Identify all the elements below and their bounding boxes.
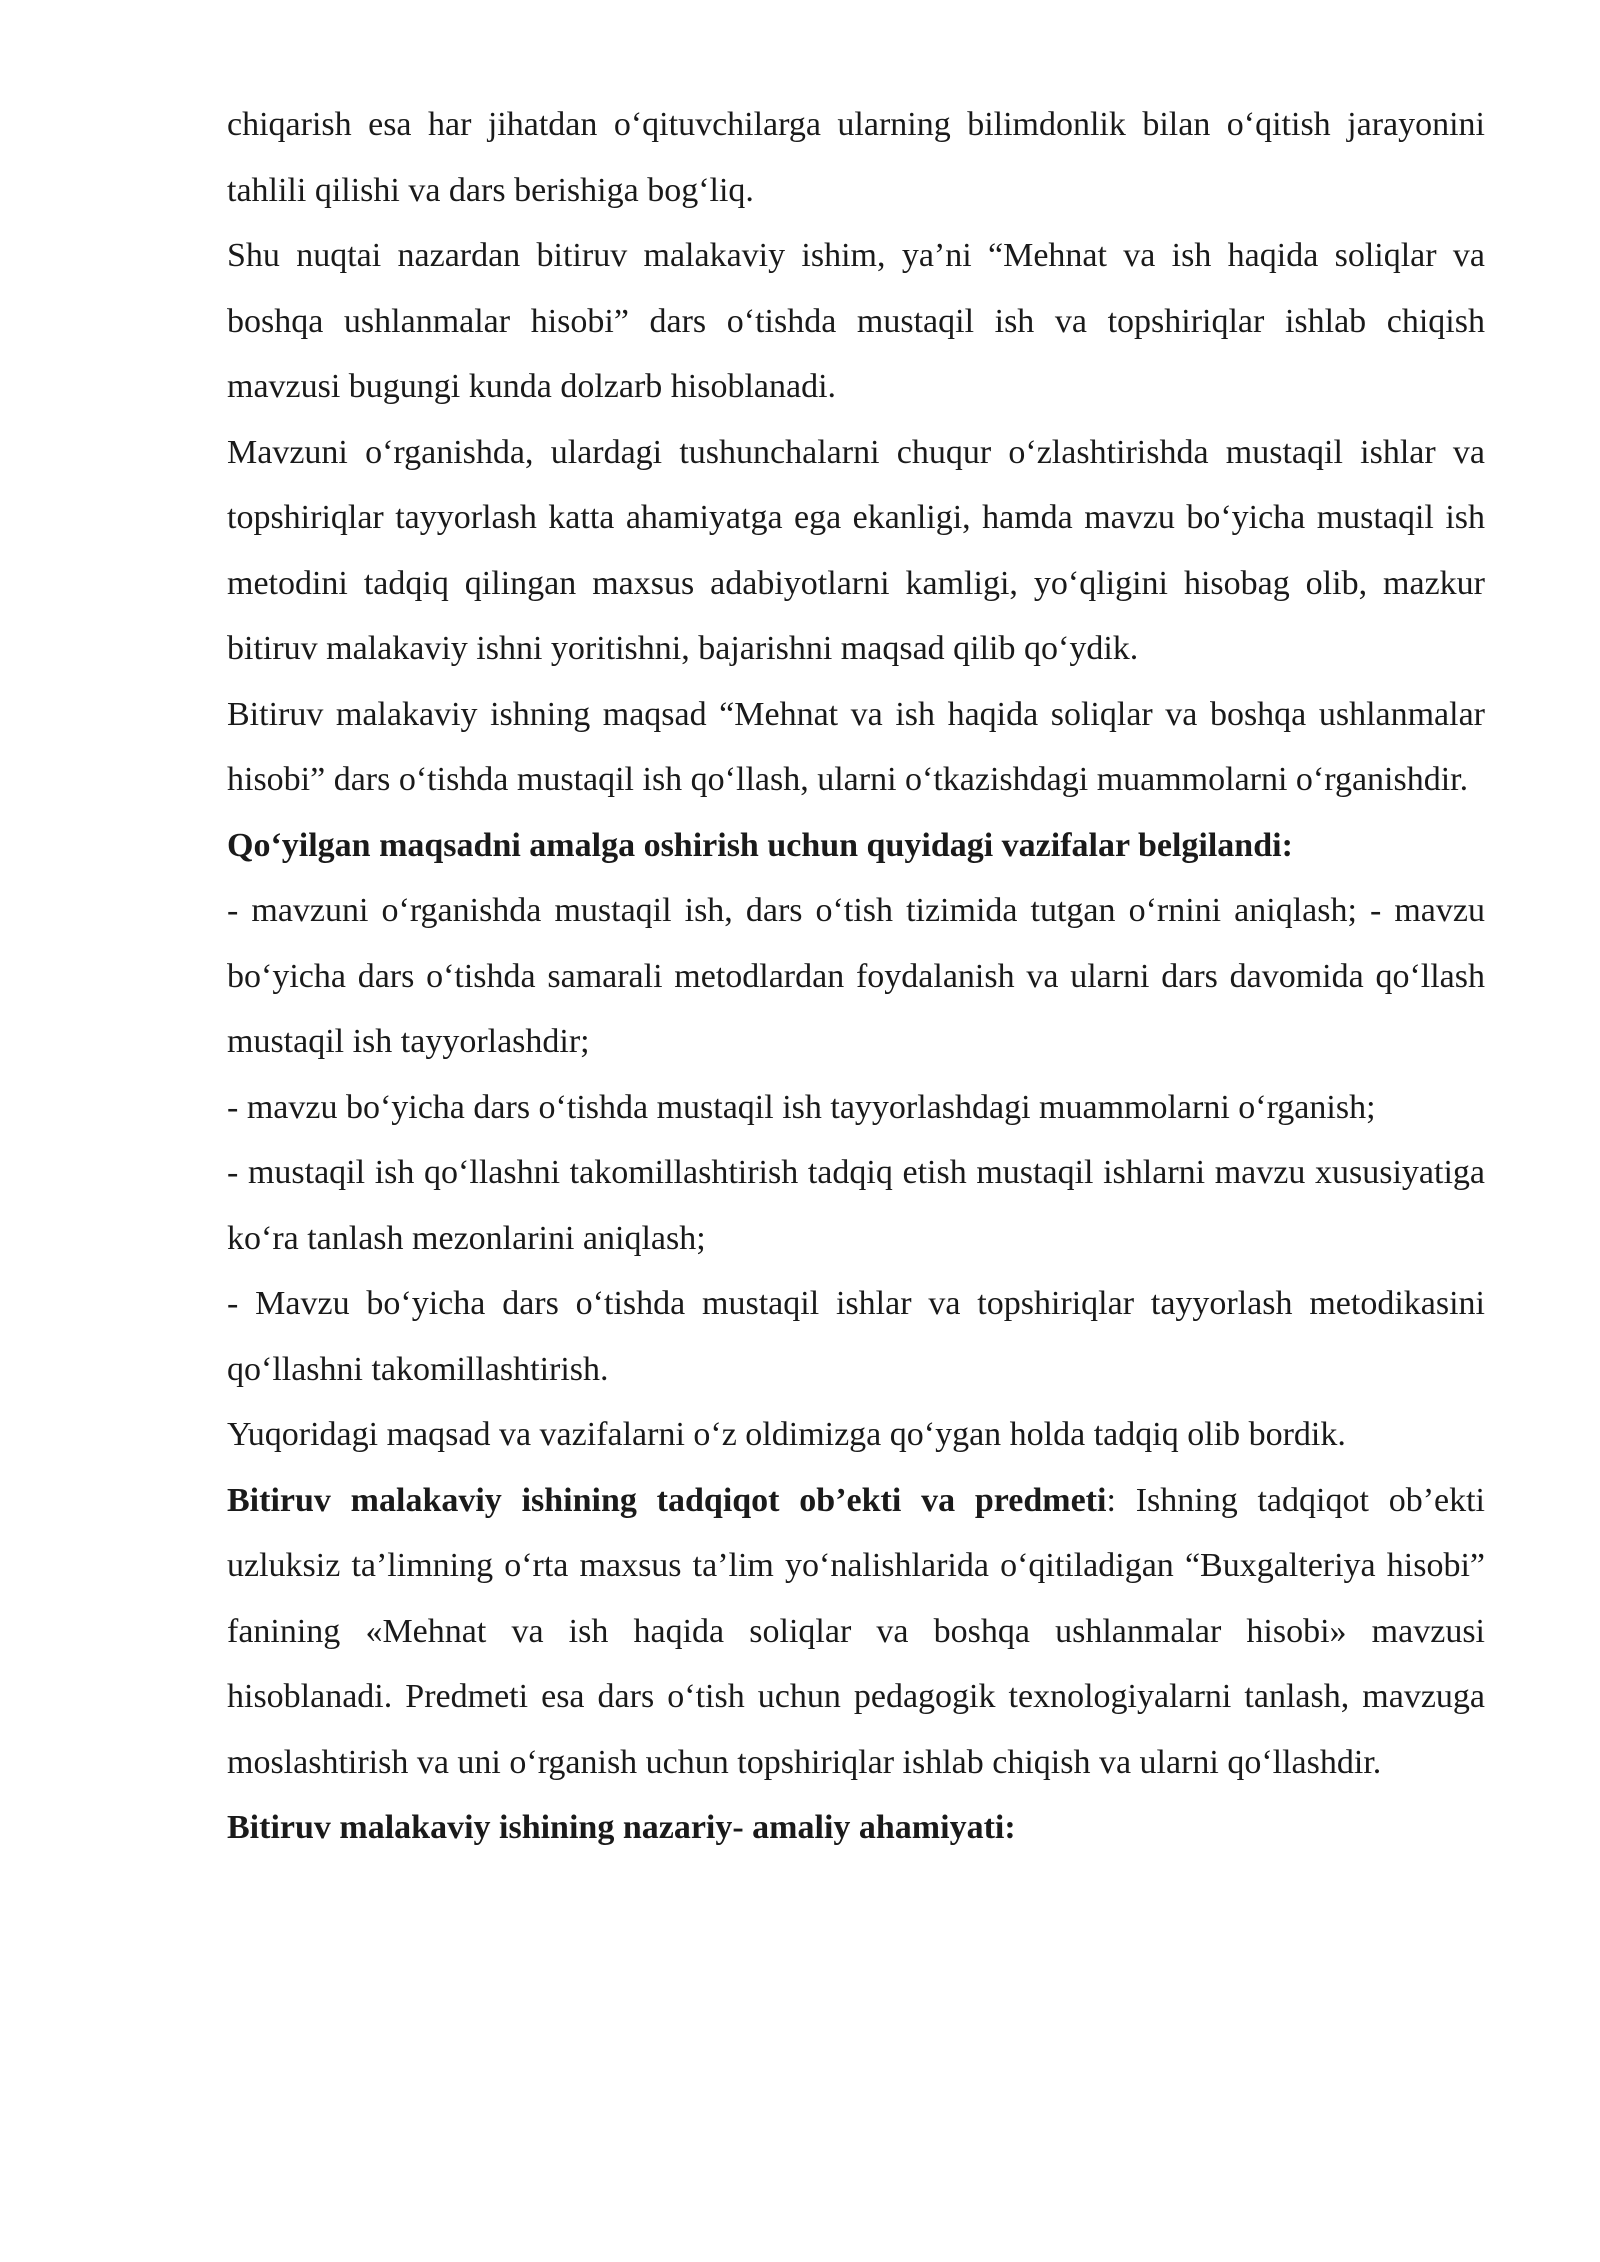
task-item-4: - Mavzu boʻyicha dars oʻtishda mustaqil ishlar va topshiriqlar tayyorlash metodikasini qoʻllashni takomillashtirish. [227,1285,1485,1388]
document-page [227,92,1485,1861]
paragraph-topic-relevance: Shu nuqtai nazardan bitiruv malakaviy ishim, ya’ni “Mehnat va ish haqida soliqlar va boshqa ushlanmalar hisobi” dars oʻtishda mustaqil ish va topshiriqlar ishlab chiqish mavzusi bugungi kunda dolzarb hisoblanadi. [227,237,1485,405]
task-item-2: - mavzu boʻyicha dars oʻtishda mustaqil ish tayyorlashdagi muammolarni oʻrganish; [227,1088,1376,1126]
paragraph-object-subject [227,1468,1485,1796]
paragraph-intro-continuation: chiqarish esa har jihatdan oʻqituvchilarga ularning bilimdonlik bilan oʻqitish jarayonini tahlili qilishi va dars berishiga bogʻliq. [227,106,1485,209]
paragraph-thesis-goal: Bitiruv malakaviy ishning maqsad “Mehnat va ish haqida soliqlar va boshqa ushlanmalar hisobi” dars oʻtishda mustaqil ish qoʻllash, ularni oʻtkazishdagi muammolarni oʻrganishdir. [227,695,1485,798]
object-subject-lead: Bitiruv malakaviy ishining tadqiqot ob’ekti va predmeti [227,1481,1107,1519]
object-subject-body: : Ishning tadqiqot ob’ekti uzluksiz ta’limning oʻrta maxsus ta’lim yoʻnalishlarida oʻqitiladigan “Buxgalteriya hisobi” fanining «Mehnat va ish haqida soliqlar va boshqa ushlanmalar hisobi» mavzusi hisoblanadi. Predmeti esa dars oʻtish uchun pedagogik texnologiyalarni tanlash, mavzuga moslashtirish va uni oʻrganish uchun topshiriqlar ishlab chiqish va ularni qoʻllashdir. [227,1481,1486,1781]
heading-significance: Bitiruv malakaviy ishining nazariy- amaliy ahamiyati: [227,1809,1016,1846]
task-item-3: - mustaqil ish qoʻllashni takomillashtirish tadqiq etish mustaqil ishlarni mavzu xususiyatiga koʻra tanlash mezonlarini aniqlash; [227,1154,1485,1257]
heading-tasks: Qoʻyilgan maqsadni amalga oshirish uchun quyidagi vazifalar belgilandi: [227,826,1293,864]
paragraph-study-purpose: Mavzuni oʻrganishda, ulardagi tushunchalarni chuqur oʻzlashtirishda mustaqil ishlar va topshiriqlar tayyorlash katta ahamiyatga ega ekanligi, hamda mavzu boʻyicha mustaqil ish metodini tadqiq qilingan maxsus adabiyotlarni kamligi, yoʻqligini hisobag olib, mazkur bitiruv malakaviy ishni yoritishni, bajarishni maqsad qilib qoʻydik. [227,433,1485,667]
task-item-1: - mavzuni oʻrganishda mustaqil ish, dars oʻtish tizimida tutgan oʻrnini aniqlash; - mavzu boʻyicha dars oʻtishda samarali metodlardan foydalanish va ularni dars davomida qoʻllash mustaqil ish tayyorlashdir; [227,892,1485,1060]
paragraph-research-conducted: Yuqoridagi maqsad va vazifalarni oʻz oldimizga qoʻygan holda tadqiq olib bordik. [227,1416,1346,1453]
